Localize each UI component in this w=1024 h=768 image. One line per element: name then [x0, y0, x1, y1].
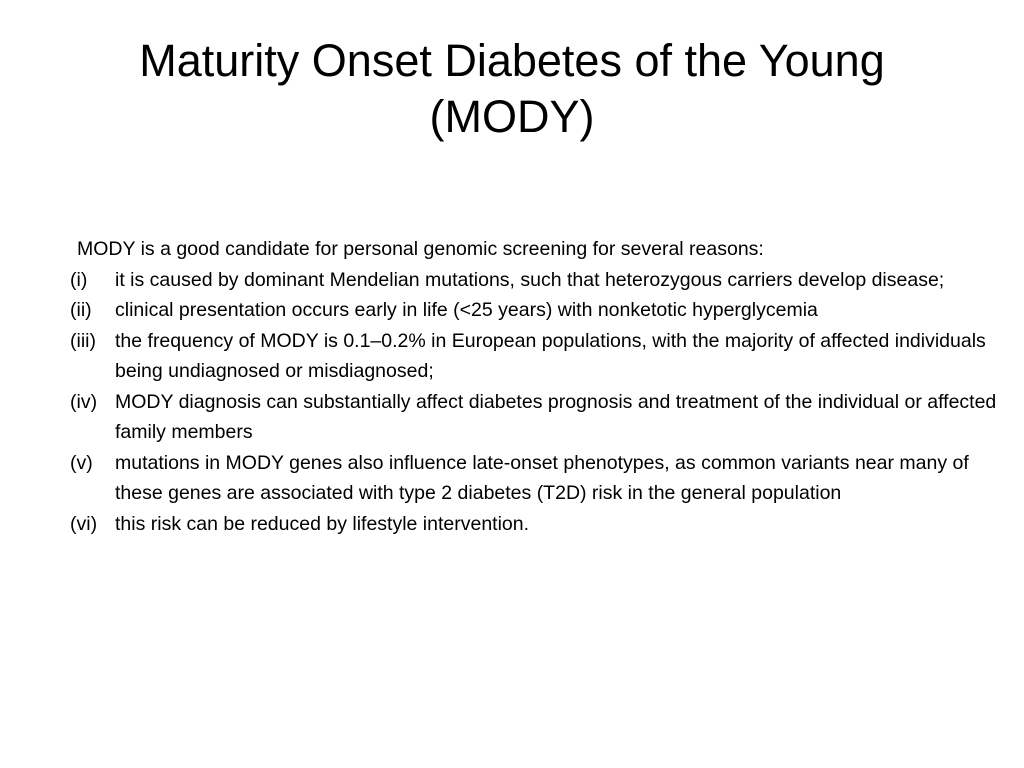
list-item-text: mutations in MODY genes also influence late-onset phenotypes, as common variants near many of these genes are associated with type 2 diabetes (T2D) risk in the general population: [115, 451, 969, 504]
reasons-list: [70, 265, 1010, 540]
intro-text: MODY is a good candidate for personal genomic screening for several reasons:: [77, 238, 764, 260]
list-item-number: (iv): [70, 390, 98, 413]
list-item-number: (ii): [70, 299, 92, 321]
list-item: [70, 265, 1010, 296]
list-item: [70, 326, 1010, 387]
list-item: [70, 295, 1010, 326]
list-item-text: MODY diagnosis can substantially affect diabetes prognosis and treatment of the individual or affected family members: [115, 390, 997, 443]
list-item-number: (i): [70, 268, 88, 291]
slide-title-line-1: Maturity Onset Diabetes of the Young: [139, 35, 885, 86]
list-item-text: it is caused by dominant Mendelian mutations, such that heterozygous carriers develop disease;: [115, 268, 945, 291]
list-item-text: clinical presentation occurs early in life (<25 years) with nonketotic hyperglycemia: [115, 299, 818, 321]
slide-body: [70, 234, 1010, 539]
list-item: [70, 509, 1010, 540]
list-item-number: (vi): [70, 512, 98, 535]
list-item-text: this risk can be reduced by lifestyle intervention.: [115, 512, 530, 535]
list-item-number: (iii): [70, 329, 96, 352]
list-item-number: (v): [70, 451, 93, 474]
list-item: [70, 448, 1010, 509]
slide-title-line-2: (MODY): [429, 91, 595, 142]
list-item-text: the frequency of MODY is 0.1–0.2% in European populations, with the majority of affected individuals being undiagnosed or misdiagnosed;: [115, 329, 986, 382]
slide-title: [40, 33, 984, 145]
list-item: [70, 387, 1010, 448]
